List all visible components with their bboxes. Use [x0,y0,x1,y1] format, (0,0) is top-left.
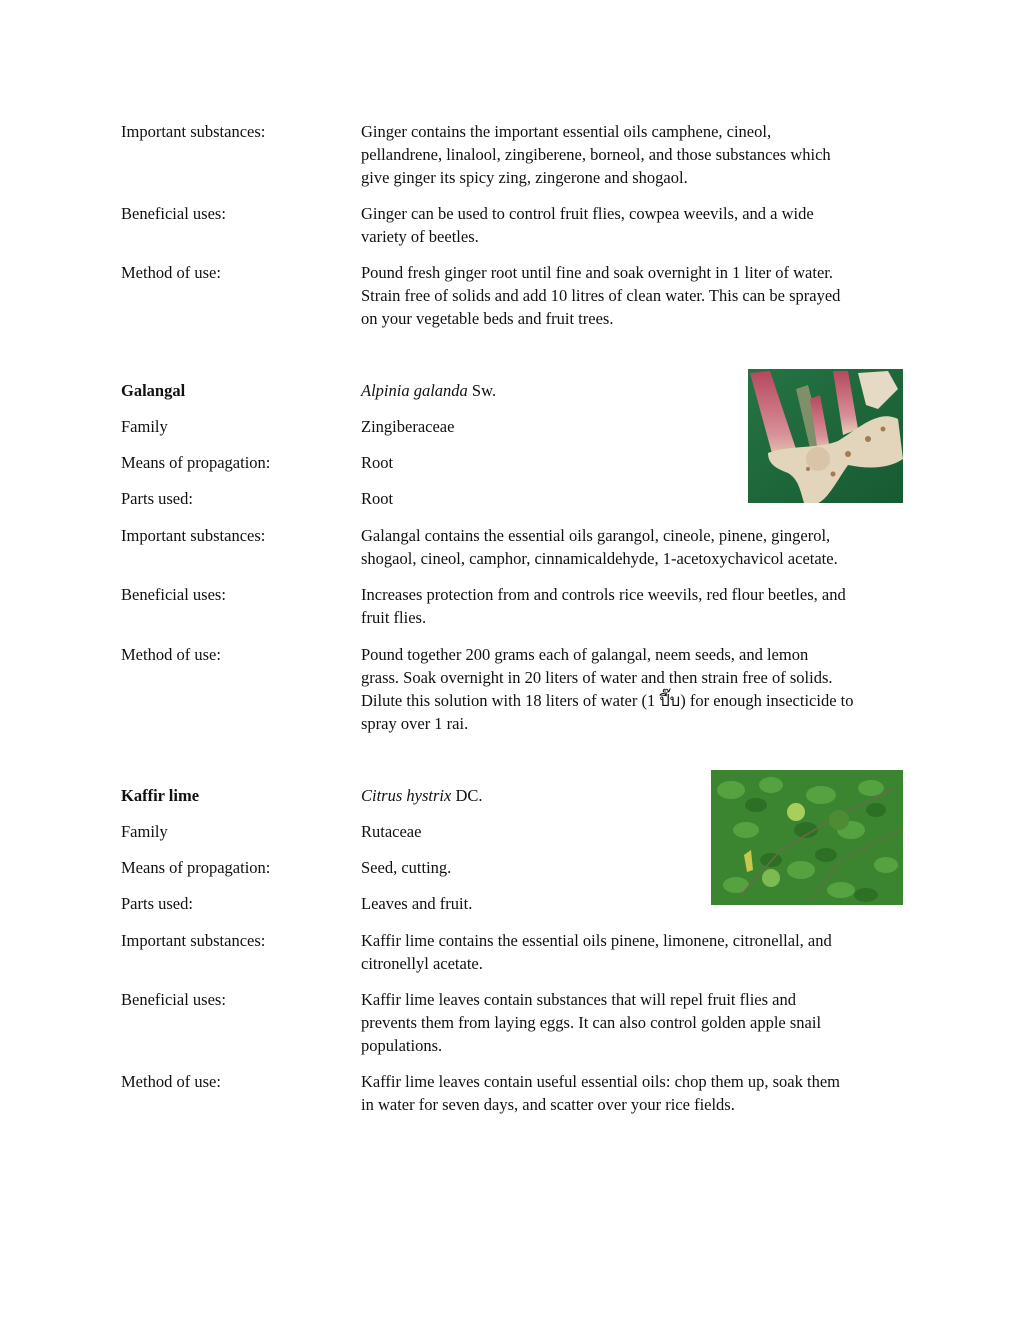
field-value [361,1070,909,1116]
field-label: Method of use: [121,263,221,282]
text-line: grass. Soak overnight in 20 liters of water and then strain free of solids. [361,668,833,687]
text-line: Kaffir lime leaves contain substances that will repel fruit flies and [361,990,796,1009]
field-value: Root [361,453,394,472]
text-line: shogaol, cineol, camphor, cinnamicaldehyde, 1-acetoxychavicol acetate. [361,549,838,568]
field-label: Important substances: [121,931,266,950]
scientific-name-author: DC. [451,786,483,805]
field-label: Beneficial uses: [121,990,226,1009]
text-line: Pound fresh ginger root until fine and soak overnight in 1 liter of water. [361,263,833,282]
field-label: Beneficial uses: [121,585,226,604]
field-value: Rutaceae [361,822,422,841]
text-line: give ginger its spicy zing, zingerone and shogaol. [361,168,688,187]
text-line: variety of beetles. [361,227,479,246]
scientific-name-author: Sw. [467,381,497,400]
text-line: Kaffir lime leaves contain useful essential oils: chop them up, soak them [361,1072,840,1091]
text-line: Galangal contains the essential oils garangol, cineole, pinene, gingerol, [361,526,831,545]
field-label: Method of use: [121,1072,221,1091]
field-label: Beneficial uses: [121,204,226,223]
field-label: Method of use: [121,645,221,664]
field-value [361,583,909,629]
scientific-name-genus-species: Alpinia galanda [361,381,468,400]
scientific-name-genus-species: Citrus hystrix [361,786,452,805]
text-line: pellandrene, linalool, zingiberene, borneol, and those substances which [361,145,831,164]
field-label: Family [121,417,168,436]
text-line: Ginger contains the important essential oils camphene, cineol, [361,122,772,141]
field-value: Leaves and fruit. [361,894,473,913]
field-label: Parts used: [121,894,193,913]
field-value: Seed, cutting. [361,858,452,877]
text-line: Dilute this solution with 18 liters of water (1 ปี๊บ) for enough insecticide to [361,691,854,710]
scientific-name [361,379,909,402]
field-value: Root [361,489,394,508]
field-label: Parts used: [121,489,193,508]
text-line: fruit flies. [361,608,427,627]
text-line: Kaffir lime contains the essential oils pinene, limonene, citronellal, and [361,931,832,950]
field-value [361,643,909,735]
field-value [361,261,909,330]
field-value [361,929,909,975]
field-label: Means of propagation: [121,858,271,877]
text-line: Ginger can be used to control fruit flies, cowpea weevils, and a wide [361,204,814,223]
text-line: citronellyl acetate. [361,954,483,973]
text-line: Strain free of solids and add 10 litres of clean water. This can be sprayed [361,286,841,305]
plant-name: Galangal [121,381,186,400]
field-value [361,120,909,189]
field-value: Zingiberaceae [361,417,455,436]
field-value [361,988,909,1057]
plant-name: Kaffir lime [121,786,200,805]
field-label: Family [121,822,168,841]
field-value [361,202,909,248]
field-label: Important substances: [121,526,266,545]
text-line: Increases protection from and controls rice weevils, red flour beetles, and [361,585,846,604]
scientific-name [361,784,909,807]
text-line: Pound together 200 grams each of galangal, neem seeds, and lemon [361,645,809,664]
text-line: prevents them from laying eggs. It can also control golden apple snail [361,1013,822,1032]
text-line: spray over 1 rai. [361,714,469,733]
text-line: on your vegetable beds and fruit trees. [361,309,614,328]
field-label: Means of propagation: [121,453,271,472]
text-line: in water for seven days, and scatter over your rice fields. [361,1095,735,1114]
field-label: Important substances: [121,122,266,141]
field-value [361,524,909,570]
text-line: populations. [361,1036,443,1055]
